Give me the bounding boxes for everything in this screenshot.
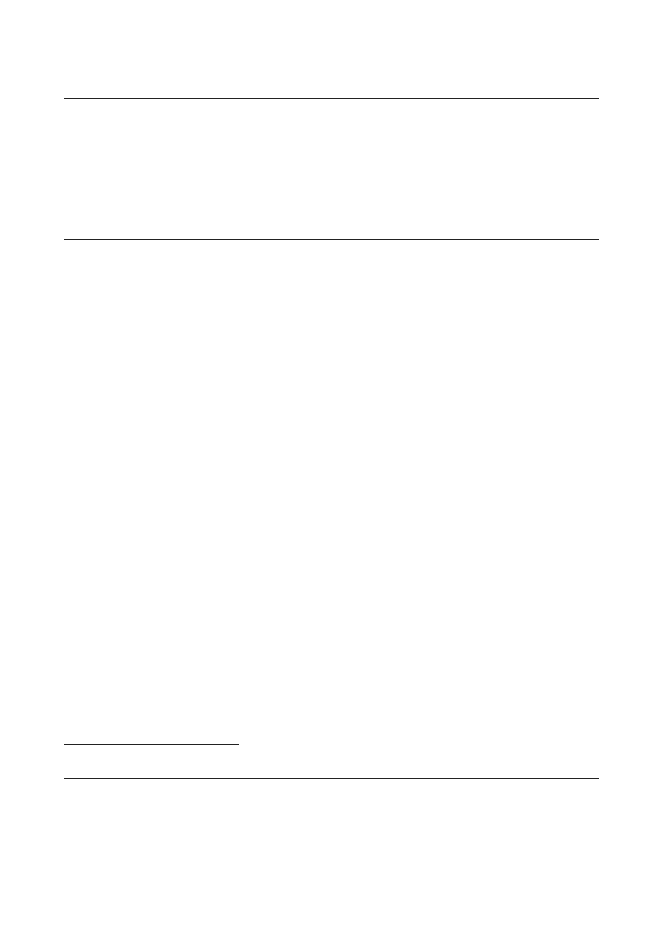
title-rule — [64, 239, 599, 240]
footer-rule — [64, 778, 599, 779]
header-rule — [64, 98, 599, 99]
footnote-rule — [64, 744, 239, 745]
